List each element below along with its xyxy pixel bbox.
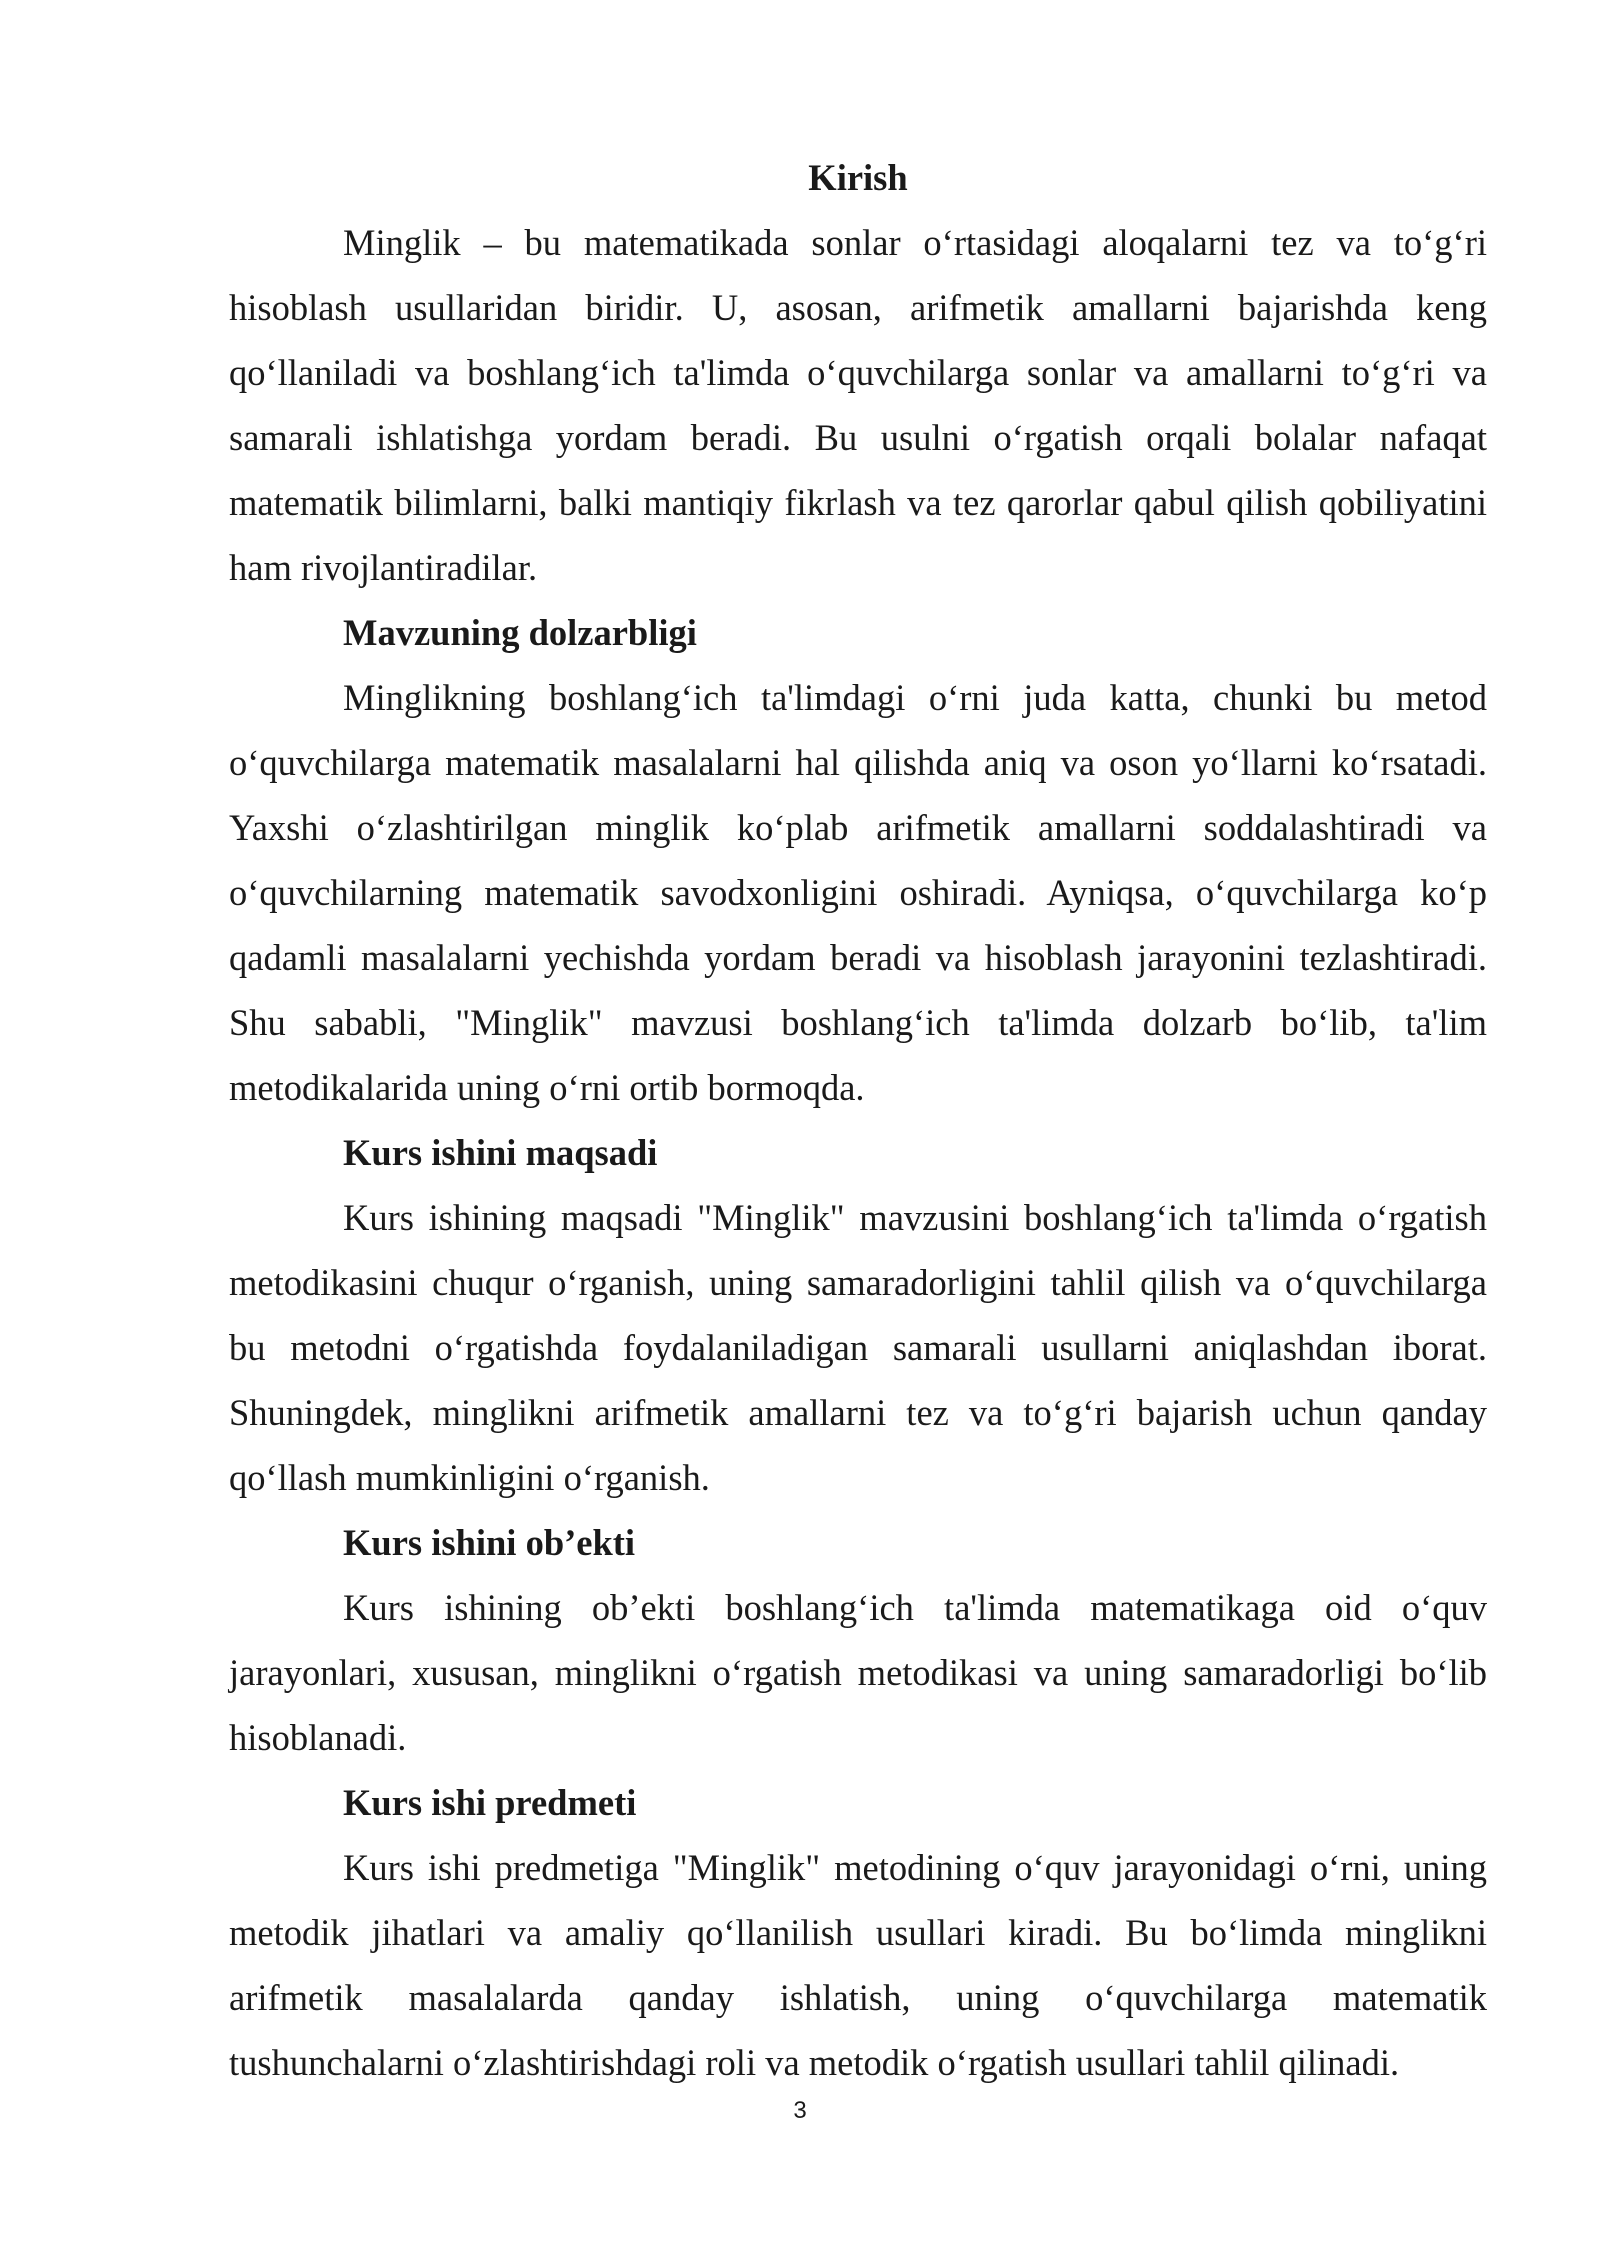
section-paragraph-relevance: Minglikning boshlang‘ich ta'limdagi o‘rni juda katta, chunki bu metod o‘quvchilarga matematik masalalarni hal qilishda aniq va oson yo‘llarni ko‘rsatadi. Yaxshi o‘zlashtirilgan minglik ko‘plab arifmetik amallarni soddalashtiradi va o‘quvchilarning matematik savodxonligini oshiradi. Ayniqsa, o‘quvchilarga ko‘p qadamli masalalarni yechishda yordam beradi va hisoblash jarayonini tezlashtiradi. Shu sababli, "Minglik" mavzusi boshlang‘ich ta'limda dolzarb bo‘lib, ta'lim metodikalarida uning o‘rni ortib bormoqda. [229,677,1487,1108]
section-paragraph-object: Kurs ishining ob’ekti boshlang‘ich ta'limda matematikaga oid o‘quv jarayonlari, xususan, minglikni o‘rgatish metodikasi va uning samaradorligi bo‘lib hisoblanadi. [229,1587,1487,1758]
section-heading-subject: Kurs ishi predmeti [343,1782,637,1823]
section-heading-relevance: Mavzuning dolzarbligi [343,612,697,653]
intro-paragraph: Minglik – bu matematikada sonlar o‘rtasidagi aloqalarni tez va to‘g‘ri hisoblash usullaridan biridir. U, asosan, arifmetik amallarni bajarishda keng qo‘llaniladi va boshlang‘ich ta'limda o‘quvchilarga sonlar va amallarni to‘g‘ri va samarali ishlatishga yordam beradi. Bu usulni o‘rgatish orqali bolalar nafaqat matematik bilimlarni, balki mantiqiy fikrlash va tez qarorlar qabul qilish qobiliyatini ham rivojlantiradilar. [229,222,1487,588]
page-title: Kirish [808,157,908,198]
section-paragraph-goal: Kurs ishining maqsadi "Minglik" mavzusini boshlang‘ich ta'limda o‘rgatish metodikasini chuqur o‘rganish, uning samaradorligini tahlil qilish va o‘quvchilarga bu metodni o‘rgatishda foydalaniladigan samarali usullarni aniqlashdan iborat. Shuningdek, minglikni arifmetik amallarni tez va to‘g‘ri bajarish uchun qanday qo‘llash mumkinligini o‘rganish. [229,1197,1487,1498]
section-heading-object: Kurs ishini ob’ekti [343,1522,636,1563]
section-paragraph-subject: Kurs ishi predmetiga "Minglik" metodining o‘quv jarayonidagi o‘rni, uning metodik jihatlari va amaliy qo‘llanilish usullari kiradi. Bu bo‘limda minglikni arifmetik masalalarda qanday ishlatish, uning o‘quvchilarga matematik tushunchalarni o‘zlashtirishdagi roli va metodik o‘rgatish usullari tahlil qilinadi. [229,1847,1487,2083]
document-page [229,145,1487,2095]
page-number: 3 [793,2097,807,2124]
section-heading-goal: Kurs ishini maqsadi [343,1132,658,1173]
